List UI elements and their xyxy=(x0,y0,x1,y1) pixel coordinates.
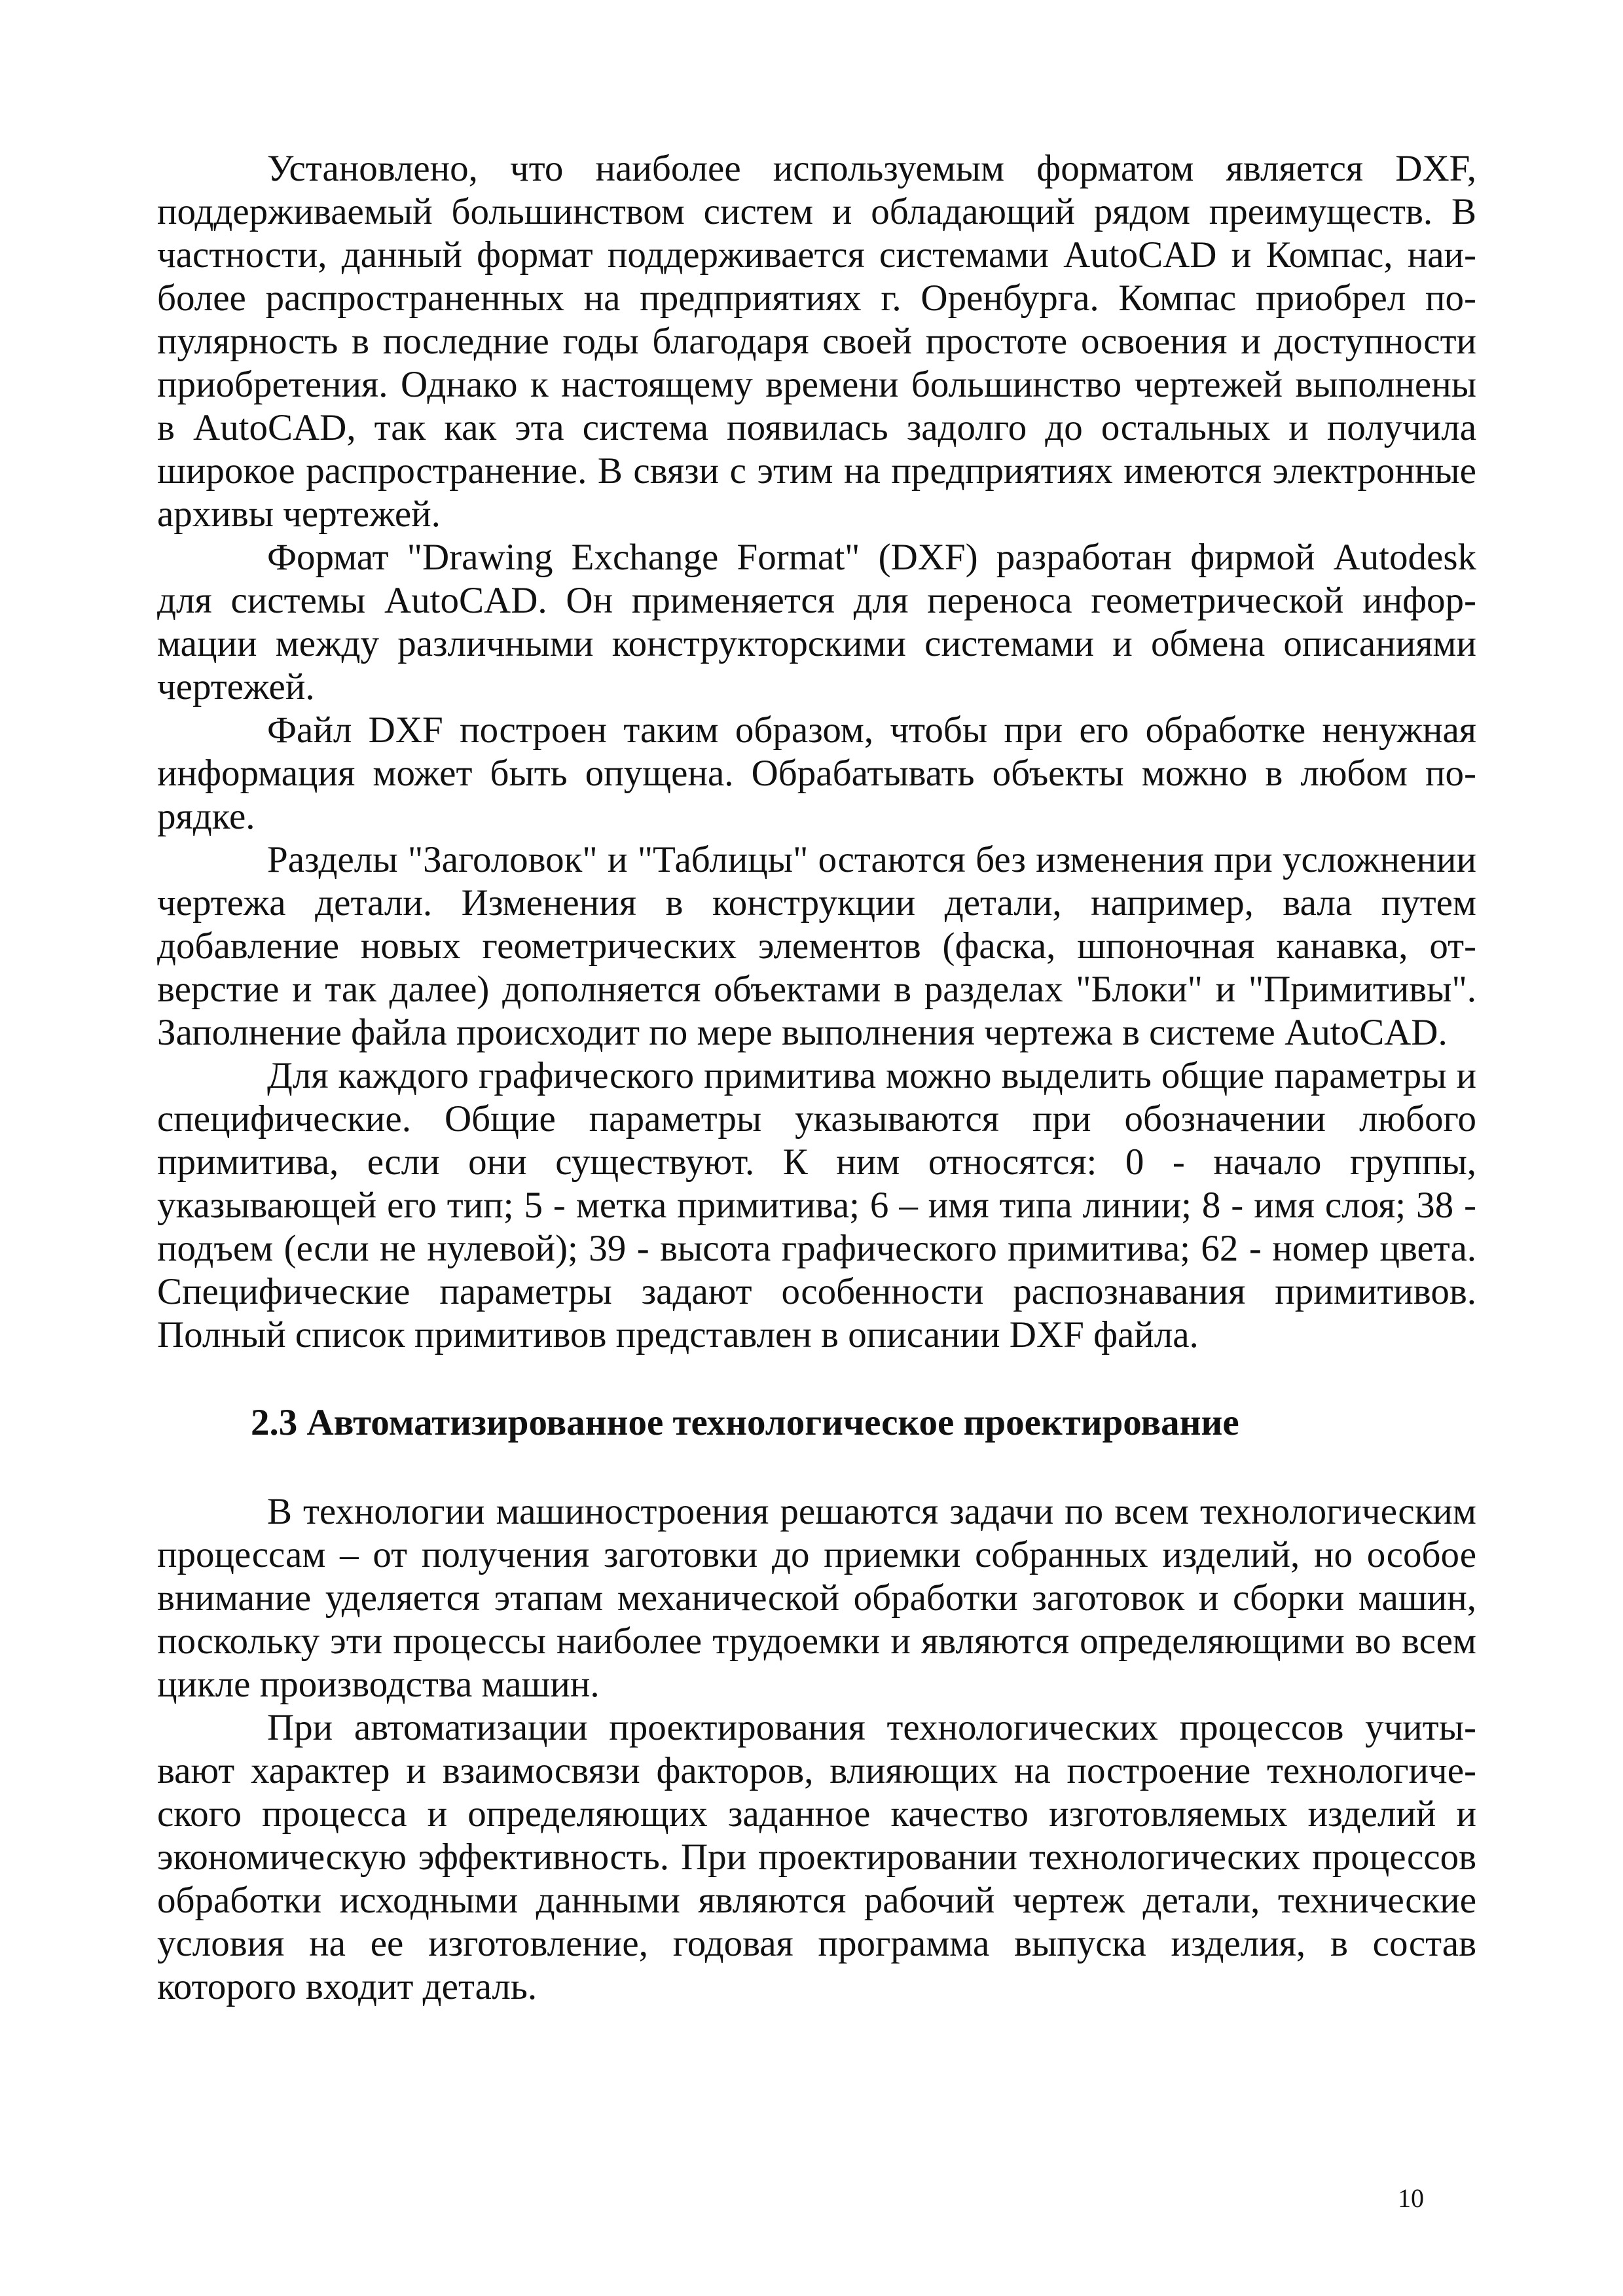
section-heading: 2.3 Автоматизированное технологическое проектирование xyxy=(251,1402,1239,1443)
paragraph-dxf-format-usage: Установлено, что наиболее используемым форматом является DXF, поддерживаемый большинством систем и обладающий рядом преимуществ. В частности, данный формат поддерживается системами AutoCAD и Компас, наиболее распространенных на предприятиях г. Оренбурга. Компас приобрел популярность в последние годы благодаря своей простоте освоения и доступности приобретения. Однако к настоящему времени большинство чертежей выполнены в AutoCAD, так как эта система появилась задолго до остальных и получила широкое распространение. В связи с этим на предприятиях имеются электронные архивы чертежей. xyxy=(157,148,1476,535)
paragraph-process-automation: При автоматизации проектирования технологических процессов учитывают характер и взаимосвязи факторов, влияющих на построение технологического процесса и определяющих заданное качество изготовляемых изделий и экономическую эффективность. При проектировании технологических процессов обработки исходными данными являются рабочий чертеж детали, технические условия на ее изготовление, годовая программа выпуска изделия, в состав которого входит деталь. xyxy=(157,1707,1476,2007)
page-number: 10 xyxy=(1398,2183,1424,2213)
paragraph-dxf-structure: Файл DXF построен таким образом, чтобы при его обработке ненужная информация может быть опущена. Обрабатывать объекты можно в любом порядке. xyxy=(157,709,1476,837)
paragraph-dxf-definition: Формат "Drawing Exchange Format" (DXF) разработан фирмой Autodesk для системы AutoCAD. Он применяется для переноса геометрической информации между различными конструкторскими системами и обмена описаниями чертежей. xyxy=(157,537,1476,708)
paragraph-machine-technology: В технологии машиностроения решаются задачи по всем технологическим процессам – от получения заготовки до приемки собранных изделий, но особое внимание уделяется этапам механической обработки заготовок и сборки машин, поскольку эти процессы наиболее трудоемки и являются определяющими во всем цикле производства машин. xyxy=(157,1491,1476,1705)
paragraph-dxf-sections: Разделы "Заголовок" и "Таблицы" остаются без изменения при усложнении чертежа детали. Изменения в конструкции детали, например, вала путем добавление новых геометрических элементов (фаска, шпоночная канавка, отверстие и так далее) дополняется объектами в разделах "Блоки" и "Примитивы". Заполнение файла происходит по мере выполнения чертежа в системе AutoCAD. xyxy=(157,839,1476,1053)
document-page xyxy=(157,147,1476,2009)
paragraph-primitive-parameters: Для каждого графического примитива можно выделить общие параметры и специфические. Общие параметры указываются при обозначении любого примитива, если они существуют. К ним относятся: 0 - начало группы, указывающей его тип; 5 - метка примитива; 6 – имя типа линии; 8 - имя слоя; 38 - подъем (если не нулевой); 39 - высота графического примитива; 62 - номер цвета. Специфические параметры задают особенности распознавания примитивов. Полный список примитивов представлен в описании DXF файла. xyxy=(157,1055,1476,1355)
